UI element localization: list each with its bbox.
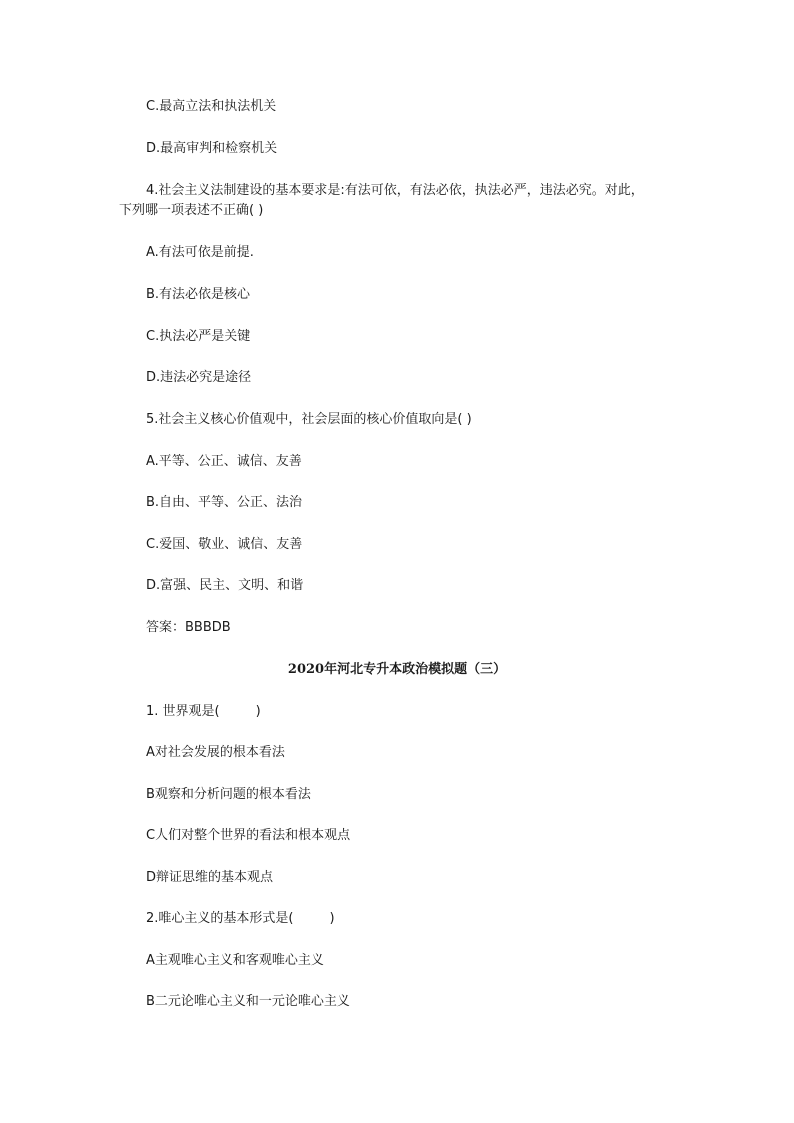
section-title: 2020年河北专升本政治模拟题（三） <box>287 662 507 677</box>
q2-option-a: A主观唯心主义和客观唯心主义 <box>146 953 324 968</box>
q1-stem-suffix: ) <box>255 704 261 719</box>
q1-stem-prefix: 1. 世界观是( <box>146 704 220 719</box>
q2-stem-suffix: ) <box>329 911 335 926</box>
q5-option-b: B.自由、平等、公正、法治 <box>146 495 303 510</box>
q2-option-b: B二元论唯心主义和一元论唯心主义 <box>146 994 350 1009</box>
q1-stem <box>146 702 261 722</box>
q4-stem-line1: 4.社会主义法制建设的基本要求是:有法可依，有法必依，执法必严，违法必究。对此， <box>146 183 644 198</box>
q5-option-d: D.富强、民主、文明、和谐 <box>146 578 304 593</box>
answer-key: 答案：BBBDB <box>146 620 231 635</box>
q1-option-b: B观察和分析问题的根本看法 <box>146 787 311 802</box>
q5-option-c: C.爱国、敬业、诚信、友善 <box>146 537 303 552</box>
q4-option-d: D.违法必究是途径 <box>146 370 252 385</box>
q5-stem: 5.社会主义核心价值观中，社会层面的核心价值取向是( ) <box>146 412 472 427</box>
q1-option-a: A对社会发展的根本看法 <box>146 745 285 760</box>
q4-option-c: C.执法必严是关键 <box>146 329 251 344</box>
q3-option-d: D.最高审判和检察机关 <box>146 141 278 156</box>
q4-stem-line2: 下列哪一项表述不正确( ) <box>119 203 264 218</box>
q5-option-a: A.平等、公正、诚信、友善 <box>146 454 302 469</box>
q3-option-c: C.最高立法和执法机关 <box>146 99 277 114</box>
q2-stem <box>146 909 335 929</box>
q1-option-c: C人们对整个世界的看法和根本观点 <box>146 828 351 843</box>
q2-stem-prefix: 2.唯心主义的基本形式是( <box>146 911 294 926</box>
q4-option-a: A.有法可依是前提. <box>146 245 254 260</box>
q4-option-b: B.有法必依是核心 <box>146 287 251 302</box>
q1-option-d: D辩证思维的基本观点 <box>146 870 274 885</box>
